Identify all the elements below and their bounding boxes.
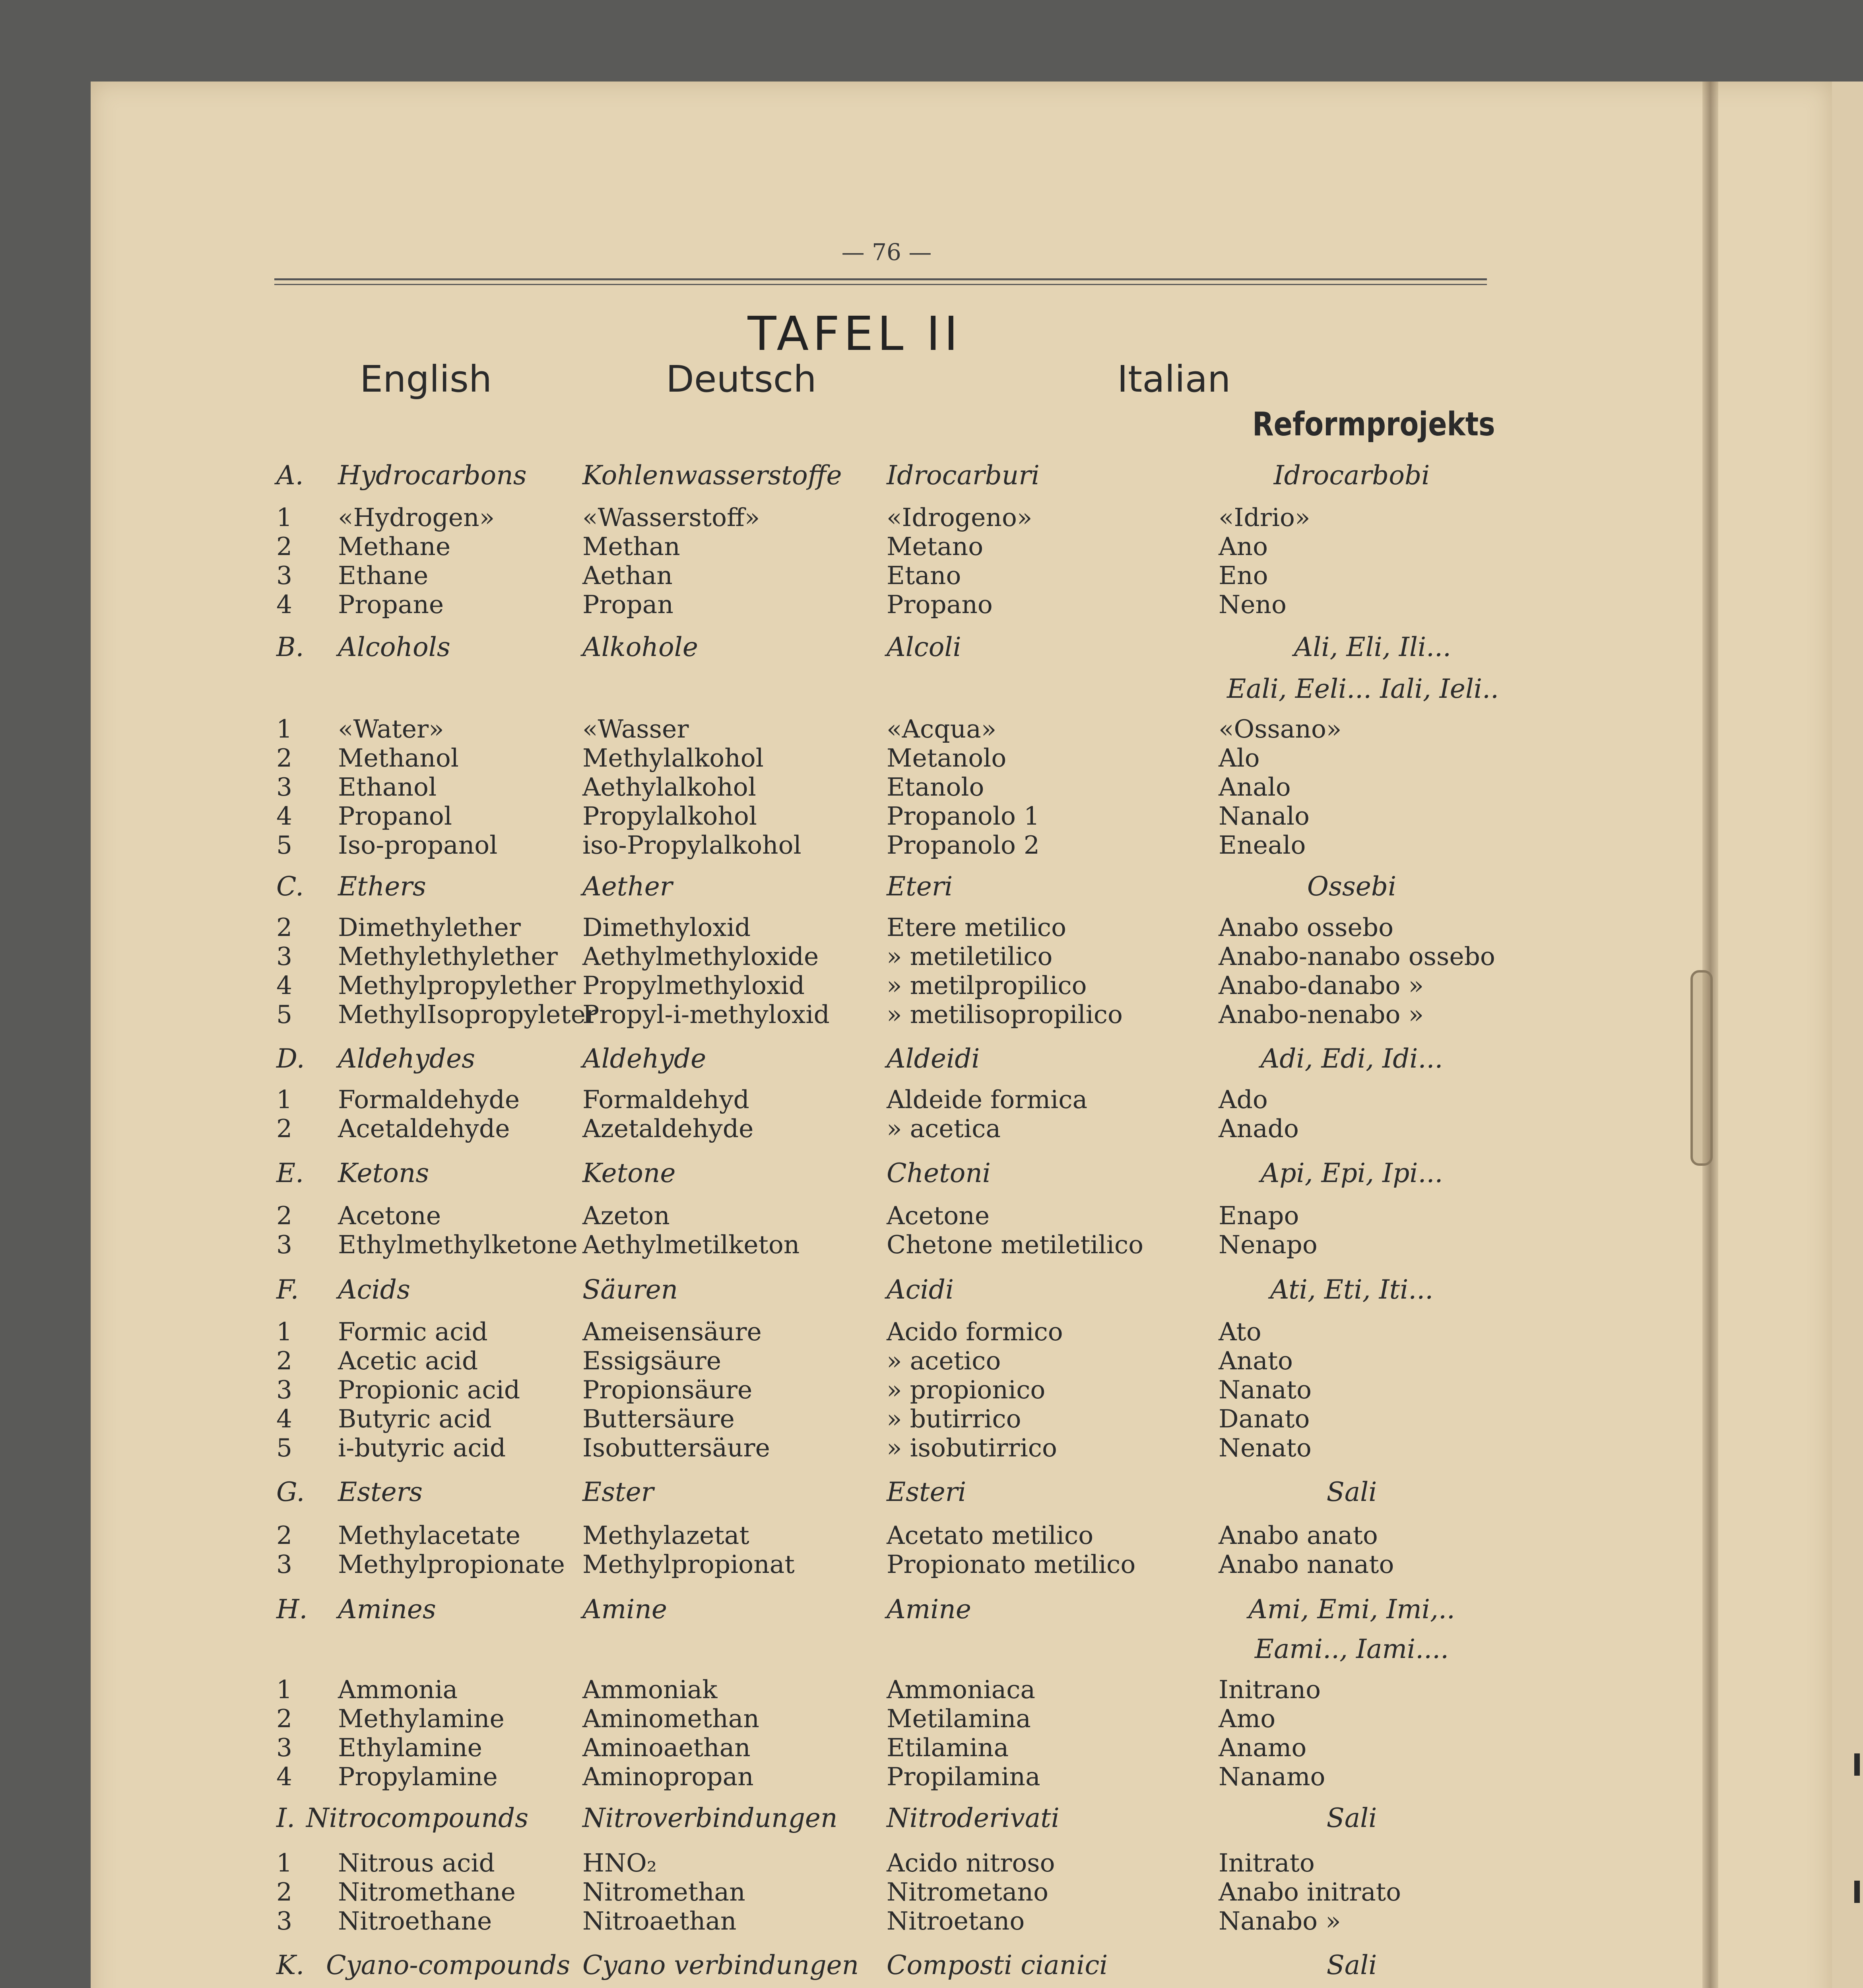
cell-english: Formaldehyde [338, 1085, 520, 1114]
cell-deutsch: Dimethyloxid [582, 913, 751, 942]
row-number: 2 [276, 1114, 293, 1143]
cell-deutsch: Aminopropan [582, 1762, 754, 1791]
cell-deutsch: Aethan [582, 561, 673, 590]
cell-deutsch: Aethylmetilketon [582, 1230, 800, 1259]
cell-reform: Anabo-danabo » [1219, 971, 1424, 1000]
section-heading-italian: Eteri [887, 871, 953, 902]
section-heading-reform: Adi, Edi, Idi... [1260, 1043, 1443, 1074]
cell-reform: Amo [1219, 1704, 1276, 1733]
cell-english: Methylethylether [338, 942, 558, 971]
row-number: 1 [276, 1317, 293, 1346]
row-number: 5 [276, 1000, 293, 1029]
section-letter: F. [276, 1274, 299, 1305]
cell-deutsch: Methan [582, 532, 680, 561]
cell-deutsch: Methylazetat [582, 1521, 749, 1550]
section-letter: E. [276, 1158, 304, 1188]
cell-deutsch: Ameisensäure [582, 1317, 762, 1346]
cell-reform: Anado [1219, 1114, 1299, 1143]
cell-english: Methane [338, 532, 451, 561]
column-header-italian: Italian [1117, 358, 1231, 400]
section-heading-deutsch: Kohlenwasserstoffe [582, 460, 842, 491]
header-rule [274, 278, 1487, 280]
cell-italian: Propanolo 1 [887, 802, 1040, 831]
section-heading-english: Amines [338, 1594, 436, 1625]
cell-reform: «Ossano» [1219, 714, 1342, 744]
section-heading-reform: Sali [1326, 1803, 1377, 1833]
cell-italian: Metanolo [887, 744, 1007, 773]
cell-italian: Nitrometano [887, 1877, 1049, 1906]
cell-italian: Etanolo [887, 773, 984, 802]
cell-italian: » acetico [887, 1346, 1001, 1375]
cell-deutsch: Propylmethyloxid [582, 971, 805, 1000]
cell-english: Ethylmethylketone [338, 1230, 578, 1259]
row-number: 1 [276, 503, 293, 532]
row-number: 2 [276, 1346, 293, 1375]
cell-deutsch: Buttersäure [582, 1404, 735, 1433]
section-heading-english: Alcohols [338, 632, 450, 662]
row-number: 4 [276, 1762, 293, 1791]
row-number: 5 [276, 831, 293, 860]
cell-reform: Nanalo [1219, 802, 1310, 831]
cell-reform: Ano [1219, 532, 1268, 561]
row-number: 3 [276, 1375, 293, 1404]
cell-reform: Initrano [1219, 1675, 1321, 1704]
section-heading-italian: Acidi [887, 1274, 954, 1305]
cell-deutsch: «Wasserstoff» [582, 503, 760, 532]
section-letter: D. [276, 1043, 305, 1074]
row-number: 1 [276, 1085, 293, 1114]
cell-reform: Ado [1219, 1085, 1268, 1114]
cell-english: Acetone [338, 1201, 441, 1230]
cell-italian: «Idrogeno» [887, 503, 1032, 532]
cell-deutsch: Essigsäure [582, 1346, 721, 1375]
cell-deutsch: Aminomethan [582, 1704, 759, 1733]
row-number: 3 [276, 773, 293, 802]
cell-italian: Chetone metiletilico [887, 1230, 1144, 1259]
cell-english: Ammonia [338, 1675, 458, 1704]
row-number: 4 [276, 590, 293, 619]
section-heading-deutsch: Alkohole [582, 632, 698, 662]
row-number: 2 [276, 1704, 293, 1733]
cell-reform: Nenapo [1219, 1230, 1318, 1259]
section-heading-reform: Sali [1326, 1950, 1377, 1980]
cell-deutsch: Formaldehyd [582, 1085, 749, 1114]
section-heading-english: Nitrocompounds [306, 1803, 529, 1833]
cell-deutsch: Nitromethan [582, 1877, 745, 1906]
section-heading-italian: Amine [887, 1594, 971, 1625]
section-letter: H. [276, 1594, 308, 1625]
cell-deutsch: Nitroaethan [582, 1906, 737, 1936]
cell-reform: Anato [1219, 1346, 1293, 1375]
row-number: 1 [276, 714, 293, 744]
cell-english: «Hydrogen» [338, 503, 495, 532]
header-rule [274, 284, 1487, 285]
section-heading-reform: Idrocarbobi [1273, 460, 1430, 491]
row-number: 4 [276, 971, 293, 1000]
cell-reform: Nanabo » [1219, 1906, 1341, 1936]
section-heading-reform-extra: Eami.., Iami.... [1254, 1634, 1449, 1664]
cell-english: Propylamine [338, 1762, 498, 1791]
cell-english: Methylpropionate [338, 1550, 565, 1579]
section-heading-deutsch: Amine [582, 1594, 667, 1625]
cell-deutsch: «Wasser [582, 714, 689, 744]
section-heading-reform: Ali, Eli, Ili... [1294, 632, 1451, 662]
row-number: 2 [276, 744, 293, 773]
cell-english: Propionic acid [338, 1375, 520, 1404]
row-number: 3 [276, 1906, 293, 1936]
cell-reform: Nenato [1219, 1433, 1312, 1462]
cell-deutsch: Methylpropionat [582, 1550, 795, 1579]
section-heading-english: Ethers [338, 871, 426, 902]
section-heading-deutsch: Ketone [582, 1158, 676, 1188]
row-number: 3 [276, 942, 293, 971]
cell-reform: Anabo-nenabo » [1219, 1000, 1424, 1029]
section-heading-reform: Api, Epi, Ipi... [1260, 1158, 1443, 1188]
cell-italian: Propanolo 2 [887, 831, 1040, 860]
section-heading-reform-extra: Eali, Eeli... Iali, Ieli.. [1227, 674, 1499, 704]
column-header-reform: Reformprojekts [1252, 406, 1495, 443]
cell-english: Ethane [338, 561, 429, 590]
section-heading-deutsch: Aether [582, 871, 673, 902]
cell-italian: Nitroetano [887, 1906, 1025, 1936]
cell-reform: Initrato [1219, 1848, 1315, 1877]
section-heading-italian: Esteri [887, 1477, 966, 1507]
facing-page-glyph [1854, 1881, 1860, 1903]
cell-reform: Alo [1219, 744, 1260, 773]
cell-italian: Etere metilico [887, 913, 1067, 942]
cell-reform: Ato [1219, 1317, 1261, 1346]
row-number: 4 [276, 1404, 293, 1433]
cell-deutsch: HNO₂ [582, 1848, 657, 1877]
section-heading-italian: Nitroderivati [887, 1803, 1060, 1833]
cell-italian: Propionato metilico [887, 1550, 1136, 1579]
section-heading-english: Acids [338, 1274, 410, 1305]
section-heading-english: Esters [338, 1477, 423, 1507]
cell-deutsch: Propyl-i-methyloxid [582, 1000, 830, 1029]
cell-italian: Metano [887, 532, 984, 561]
cell-english: Nitrous acid [338, 1848, 495, 1877]
cell-italian: «Acqua» [887, 714, 997, 744]
cell-italian: Etilamina [887, 1733, 1009, 1762]
cell-italian: Propilamina [887, 1762, 1040, 1791]
section-heading-italian: Alcoli [887, 632, 961, 662]
cell-english: Propanol [338, 802, 452, 831]
cell-reform: Neno [1219, 590, 1287, 619]
cell-english: MethylIsopropyleter [338, 1000, 598, 1029]
cell-english: i-butyric acid [338, 1433, 506, 1462]
cell-reform: Eno [1219, 561, 1268, 590]
page-number: — 76 — [841, 239, 932, 266]
section-heading-reform: Ati, Eti, Iti... [1270, 1274, 1434, 1305]
row-number: 3 [276, 1733, 293, 1762]
cell-italian: Etano [887, 561, 961, 590]
cell-reform: Anabo nanato [1219, 1550, 1394, 1579]
row-number: 1 [276, 1675, 293, 1704]
row-number: 2 [276, 1201, 293, 1230]
row-number: 3 [276, 1550, 293, 1579]
section-heading-deutsch: Nitroverbindungen [582, 1803, 838, 1833]
cell-reform: Anamo [1219, 1733, 1307, 1762]
cell-english: Ethanol [338, 773, 437, 802]
cell-italian: Acido nitroso [887, 1848, 1055, 1877]
cell-reform: Analo [1219, 773, 1291, 802]
facing-page-glyph [1854, 1753, 1860, 1776]
cell-italian: » acetica [887, 1114, 1001, 1143]
cell-deutsch: Aethylmethyloxide [582, 942, 819, 971]
section-letter: I. [276, 1803, 295, 1833]
cell-english: Methanol [338, 744, 459, 773]
cell-deutsch: Ammoniak [582, 1675, 718, 1704]
cell-english: Iso-propanol [338, 831, 498, 860]
column-header-english: English [360, 358, 492, 400]
cell-italian: » metiletilico [887, 942, 1053, 971]
cell-deutsch: Azetaldehyde [582, 1114, 754, 1143]
cell-reform: «Idrio» [1219, 503, 1310, 532]
cell-reform: Enapo [1219, 1201, 1299, 1230]
row-number: 4 [276, 802, 293, 831]
cell-reform: Anabo-nanabo ossebo [1219, 942, 1495, 971]
section-letter: A. [276, 460, 304, 491]
section-letter: K. [276, 1950, 305, 1980]
cell-deutsch: Propan [582, 590, 673, 619]
cell-italian: Acetone [887, 1201, 990, 1230]
cell-english: Nitroethane [338, 1906, 492, 1936]
section-heading-deutsch: Säuren [582, 1274, 678, 1305]
cell-deutsch: Aminoaethan [582, 1733, 751, 1762]
section-heading-italian: Idrocarburi [887, 460, 1040, 491]
cell-deutsch: Methylalkohol [582, 744, 764, 773]
staple [1690, 970, 1713, 1166]
row-number: 3 [276, 1230, 293, 1259]
cell-italian: » isobutirrico [887, 1433, 1057, 1462]
row-number: 2 [276, 532, 293, 561]
cell-english: Propane [338, 590, 444, 619]
cell-english: Methylacetate [338, 1521, 521, 1550]
cell-english: Butyric acid [338, 1404, 492, 1433]
section-heading-english: Aldehydes [338, 1043, 475, 1074]
cell-english: «Water» [338, 714, 444, 744]
cell-deutsch: Isobuttersäure [582, 1433, 770, 1462]
cell-italian: » metilisopropilico [887, 1000, 1123, 1029]
row-number: 2 [276, 1521, 293, 1550]
cell-english: Ethylamine [338, 1733, 482, 1762]
cell-english: Formic acid [338, 1317, 488, 1346]
cell-italian: Acido formico [887, 1317, 1063, 1346]
cell-deutsch: Propylalkohol [582, 802, 757, 831]
section-heading-reform: Ossebi [1307, 871, 1397, 902]
cell-italian: » metilpropilico [887, 971, 1087, 1000]
cell-deutsch: Azeton [582, 1201, 670, 1230]
section-heading-deutsch: Aldehyde [582, 1043, 706, 1074]
cell-italian: » propionico [887, 1375, 1046, 1404]
cell-english: Methylpropylether [338, 971, 576, 1000]
section-heading-english: Hydrocarbons [338, 460, 527, 491]
section-heading-reform: Ami, Emi, Imi,.. [1248, 1594, 1455, 1625]
section-heading-deutsch: Ester [582, 1477, 654, 1507]
cell-italian: » butirrico [887, 1404, 1021, 1433]
cell-italian: Ammoniaca [887, 1675, 1036, 1704]
cell-italian: Metilamina [887, 1704, 1031, 1733]
column-header-deutsch: Deutsch [666, 358, 817, 400]
cell-reform: Enealo [1219, 831, 1306, 860]
cell-reform: Danato [1219, 1404, 1310, 1433]
cell-deutsch: Propionsäure [582, 1375, 753, 1404]
cell-english: Nitromethane [338, 1877, 516, 1906]
cell-deutsch: iso-Propylalkohol [582, 831, 801, 860]
cell-reform: Nanamo [1219, 1762, 1325, 1791]
cell-english: Acetic acid [338, 1346, 478, 1375]
section-heading-english: Cyano-compounds [326, 1950, 571, 1980]
row-number: 2 [276, 913, 293, 942]
cell-deutsch: Aethylalkohol [582, 773, 756, 802]
cell-english: Acetaldehyde [338, 1114, 510, 1143]
section-heading-italian: Aldeidi [887, 1043, 980, 1074]
cell-italian: Acetato metilico [887, 1521, 1094, 1550]
section-heading-deutsch: Cyano verbindungen [582, 1950, 859, 1980]
cell-italian: Propano [887, 590, 993, 619]
row-number: 3 [276, 561, 293, 590]
cell-english: Dimethylether [338, 913, 521, 942]
row-number: 2 [276, 1877, 293, 1906]
cell-reform: Anabo initrato [1219, 1877, 1401, 1906]
page-title: TAFEL II [747, 306, 962, 361]
section-letter: G. [276, 1477, 305, 1507]
section-letter: B. [276, 632, 304, 662]
cell-reform: Anabo anato [1219, 1521, 1378, 1550]
row-number: 1 [276, 1848, 293, 1877]
cell-english: Methylamine [338, 1704, 505, 1733]
cell-reform: Nanato [1219, 1375, 1312, 1404]
row-number: 5 [276, 1433, 293, 1462]
section-heading-italian: Composti cianici [887, 1950, 1108, 1980]
cell-italian: Aldeide formica [887, 1085, 1088, 1114]
section-heading-italian: Chetoni [887, 1158, 991, 1188]
section-heading-reform: Sali [1326, 1477, 1377, 1507]
section-heading-english: Ketons [338, 1158, 429, 1188]
section-letter: C. [276, 871, 304, 902]
cell-reform: Anabo ossebo [1219, 913, 1394, 942]
